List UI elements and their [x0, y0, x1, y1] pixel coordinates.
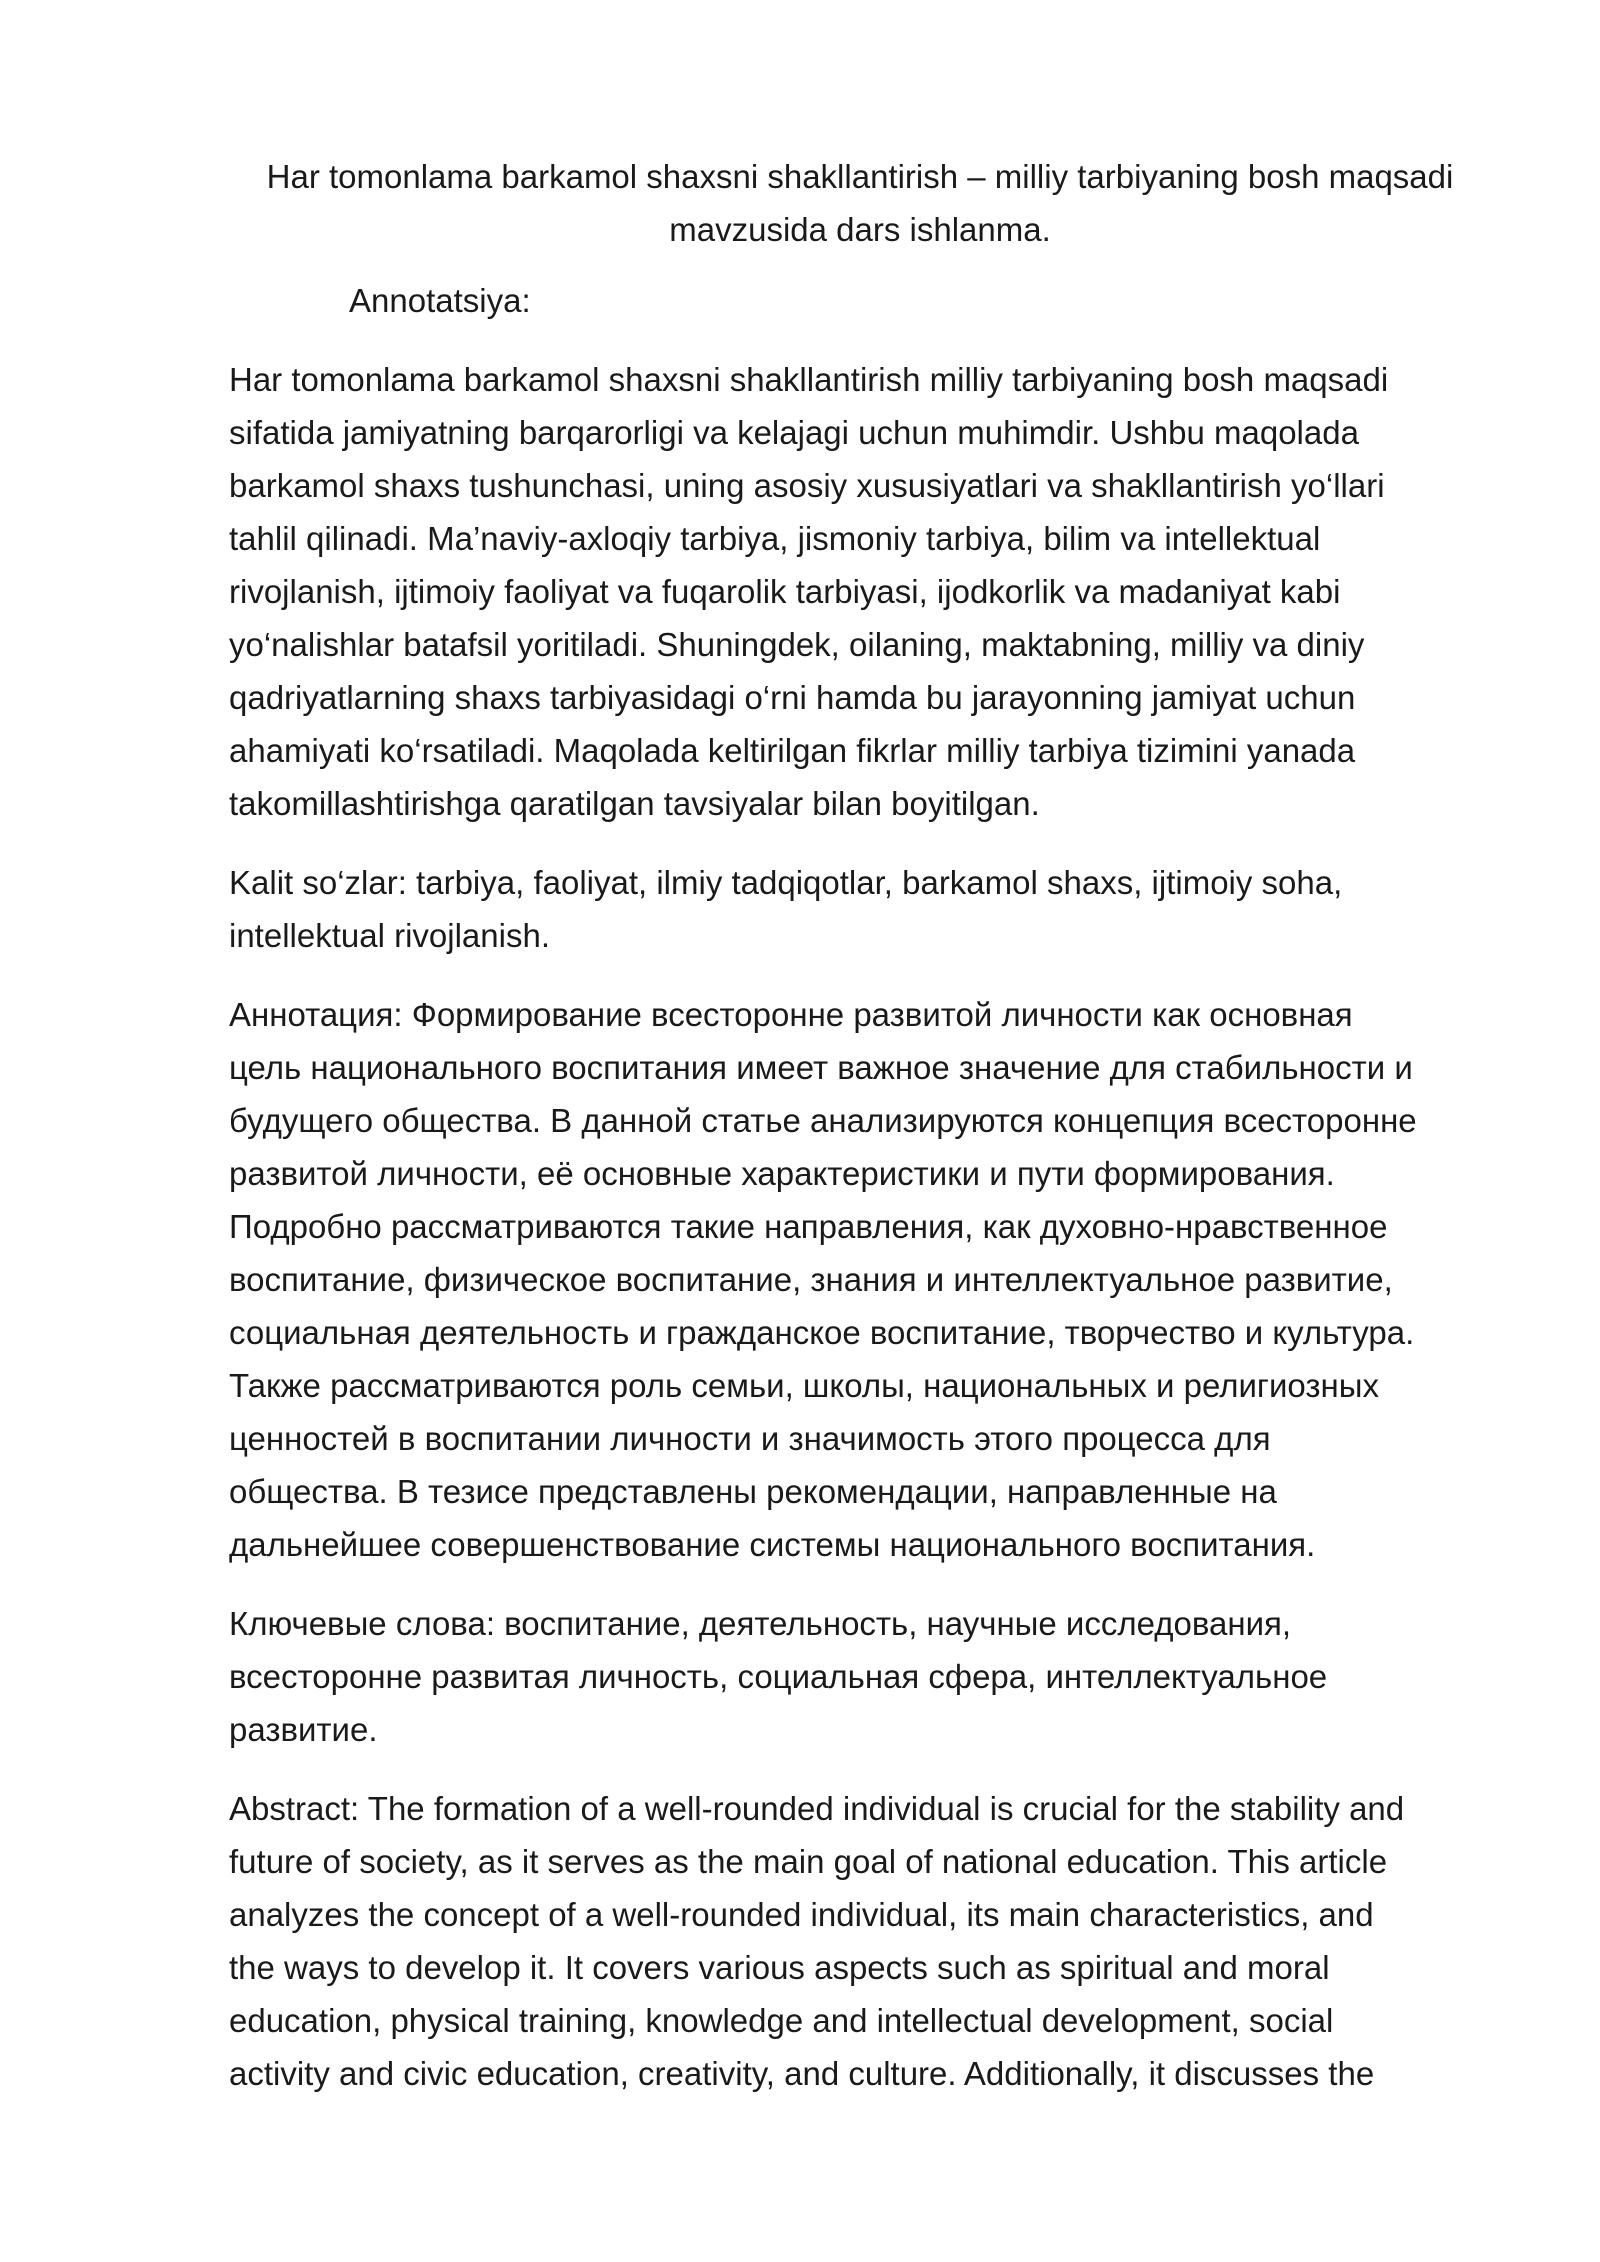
text-line: activity and civic education, creativity, and culture. Additionally, it discusses the	[229, 2055, 1375, 2092]
text-line: социальная деятельность и гражданское воспитание, творчество и культура.	[229, 1314, 1415, 1351]
text-line: qadriyatlarning shaxs tarbiyasidagi o‘rni hamda bu jarayonning jamiyat uchun	[229, 679, 1356, 716]
text-line: развитие.	[229, 1711, 378, 1748]
text-line: intellektual rivojlanish.	[229, 917, 550, 954]
text-line: future of society, as it serves as the main goal of national education. This article	[229, 1843, 1388, 1880]
text-line: Har tomonlama barkamol shaxsni shakllantirish milliy tarbiyaning bosh maqsadi	[229, 361, 1389, 398]
text-line: ценностей в воспитании личности и значимость этого процесса для	[229, 1420, 1271, 1457]
text-line: всесторонне развитая личность, социальная сфера, интеллектуальное	[229, 1658, 1328, 1695]
text-line: barkamol shaxs tushunchasi, uning asosiy xususiyatlari va shakllantirish yo‘llari	[229, 467, 1385, 504]
text-line: развитой личности, её основные характеристики и пути формирования.	[229, 1155, 1335, 1192]
text-line: воспитание, физическое воспитание, знания и интеллектуальное развитие,	[229, 1261, 1393, 1298]
text-line: yo‘nalishlar batafsil yoritiladi. Shuningdek, oilaning, maktabning, milliy va diniy	[229, 626, 1365, 663]
text-line: Аннотация: Формирование всесторонне развитой личности как основная	[229, 996, 1353, 1033]
annotation-heading: Annotatsiya:	[349, 282, 531, 319]
text-line: Также рассматриваются роль семьи, школы, национальных и религиозных	[229, 1367, 1379, 1404]
text-line: education, physical training, knowledge and intellectual development, social	[229, 2002, 1334, 2039]
uz-annotation-paragraph	[229, 353, 1491, 830]
text-line: общества. В тезисе представлены рекомендации, направленные на	[229, 1473, 1277, 1510]
text-line: Ключевые слова: воспитание, деятельность, научные исследования,	[229, 1605, 1292, 1642]
en-abstract-paragraph	[229, 1782, 1491, 2100]
text-line: Abstract: The formation of a well-rounded individual is crucial for the stability and	[229, 1790, 1405, 1827]
text-line: rivojlanish, ijtimoiy faoliyat va fuqarolik tarbiyasi, ijodkorlik va madaniyat kabi	[229, 573, 1341, 610]
text-line: the ways to develop it. It covers various aspects such as spiritual and moral	[229, 1949, 1330, 1986]
text-line: ahamiyati ko‘rsatiladi. Maqolada keltirilgan fikrlar milliy tarbiya tizimini yanada	[229, 732, 1356, 769]
document-title	[229, 150, 1491, 256]
text-line: takomillashtirishga qaratilgan tavsiyalar bilan boyitilgan.	[229, 785, 1040, 822]
text-line: цель национального воспитания имеет важное значение для стабильности и	[229, 1049, 1413, 1086]
title-line: Har tomonlama barkamol shaxsni shakllantirish – milliy tarbiyaning bosh maqsadi	[266, 158, 1454, 195]
text-line: Kalit so‘zlar: tarbiya, faoliyat, ilmiy tadqiqotlar, barkamol shaxs, ijtimoiy soha,	[229, 864, 1343, 901]
document-body	[229, 150, 1491, 2126]
title-line: mavzusida dars ishlanma.	[669, 211, 1051, 248]
ru-keywords-paragraph	[229, 1597, 1491, 1756]
text-line: tahlil qilinadi. Ma’naviy-axloqiy tarbiya, jismoniy tarbiya, bilim va intellektual	[229, 520, 1321, 557]
text-line: sifatida jamiyatning barqarorligi va kelajagi uchun muhimdir. Ushbu maqolada	[229, 414, 1359, 451]
text-line: дальнейшее совершенствование системы национального воспитания.	[229, 1526, 1316, 1563]
text-line: Подробно рассматриваются такие направления, как духовно-нравственное	[229, 1208, 1388, 1245]
ru-annotation-paragraph	[229, 988, 1491, 1571]
uz-keywords-paragraph	[229, 856, 1491, 962]
text-line: будущего общества. В данной статье анализируются концепция всесторонне	[229, 1102, 1417, 1139]
text-line: analyzes the concept of a well-rounded individual, its main characteristics, and	[229, 1896, 1374, 1933]
